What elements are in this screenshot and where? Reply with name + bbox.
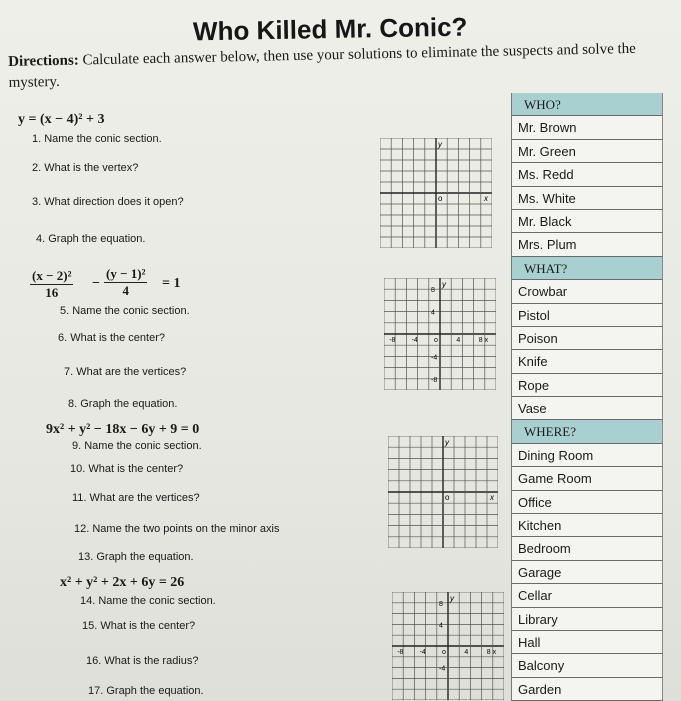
where-item: Hall <box>512 631 663 654</box>
who-item: Mr. Brown <box>512 116 663 139</box>
x-tick-label: 4 <box>456 337 461 344</box>
y-tick-label: -4 <box>431 354 438 362</box>
question-15: 15. What is the center? <box>82 620 196 632</box>
graph-grid-1[interactable] <box>380 138 492 248</box>
where-item: Garage <box>512 561 663 584</box>
where-item: Library <box>512 608 663 631</box>
directions <box>8 38 669 94</box>
question-17: 17. Graph the equation. <box>88 685 204 697</box>
x-tick-label: 4 <box>464 649 469 656</box>
x-tick-label: -4 <box>419 649 426 656</box>
graph-grid-4[interactable] <box>392 592 504 700</box>
equation-2-num-2: (y − 1)² <box>106 266 146 281</box>
x-tick-label: 8 x <box>478 337 489 344</box>
equation-2-term-1 <box>30 268 73 301</box>
where-item: Balcony <box>512 654 663 677</box>
where-item: Bedroom <box>512 537 663 560</box>
y-tick-label: 4 <box>439 622 443 630</box>
equation-1: y = (x − 4)² + 3 <box>18 112 105 127</box>
who-item: Ms. White <box>512 187 663 210</box>
who-item: Ms. Redd <box>512 163 663 186</box>
directions-text: Calculate each answer below, then use your solutions to eliminate the suspects and solve the mystery. <box>8 40 637 91</box>
question-16: 16. What is the radius? <box>86 655 199 667</box>
what-item: Knife <box>512 350 663 373</box>
question-1: 1. Name the conic section. <box>32 133 162 145</box>
where-item: Office <box>512 491 663 514</box>
y-axis-label: y <box>438 140 442 149</box>
y-axis-label: y <box>445 438 449 447</box>
origin-label: o <box>438 194 443 203</box>
where-item: Cellar <box>512 584 663 607</box>
who-item: Mr. Black <box>512 210 663 233</box>
question-6: 6. What is the center? <box>58 332 165 344</box>
y-axis-label: y <box>442 280 446 289</box>
directions-label: Directions: <box>8 52 79 70</box>
who-item: Mr. Green <box>512 140 663 163</box>
where-item: Game Room <box>512 467 663 490</box>
x-tick-label: -8 <box>389 337 396 344</box>
question-13: 13. Graph the equation. <box>78 551 194 563</box>
y-axis-label: y <box>450 594 454 603</box>
who-header: WHO? <box>512 93 663 116</box>
question-2: 2. What is the vertex? <box>32 162 139 174</box>
x-axis-label: x <box>490 493 494 502</box>
x-tick-label: -4 <box>411 337 418 344</box>
question-3: 3. What direction does it open? <box>32 196 184 208</box>
where-header: WHERE? <box>512 420 663 443</box>
y-tick-label: -4 <box>439 665 446 673</box>
question-14: 14. Name the conic section. <box>80 595 216 607</box>
question-4: 4. Graph the equation. <box>36 233 146 245</box>
where-item: Kitchen <box>512 514 663 537</box>
page-title: Who Killed Mr. Conic? <box>192 11 468 47</box>
question-10: 10. What is the center? <box>70 463 184 475</box>
x-axis-label: x <box>484 194 488 203</box>
y-tick-label: 4 <box>431 309 435 317</box>
graph-grid-3[interactable] <box>388 436 498 548</box>
equation-2-den-2: 4 <box>122 283 129 298</box>
question-7: 7. What are the vertices? <box>64 366 187 378</box>
question-8: 8. Graph the equation. <box>68 398 178 410</box>
y-tick-label: 8 <box>439 600 443 608</box>
x-tick-label: 8 x <box>486 649 497 656</box>
equation-2-rhs: = 1 <box>162 276 181 291</box>
where-item: Dining Room <box>512 444 663 467</box>
equation-3: 9x² + y² − 18x − 6y + 9 = 0 <box>46 422 200 437</box>
equation-2-num-1: (x − 2)² <box>32 268 72 283</box>
question-9: 9. Name the conic section. <box>72 440 202 452</box>
what-item: Vase <box>512 397 663 420</box>
question-5: 5. Name the conic section. <box>60 305 190 317</box>
question-12: 12. Name the two points on the minor axis <box>74 523 280 535</box>
what-item: Pistol <box>512 304 663 327</box>
x-tick-label: o <box>442 649 446 656</box>
origin-label: o <box>445 493 450 502</box>
who-item: Mrs. Plum <box>512 233 663 256</box>
graph-grid-2[interactable] <box>384 278 496 390</box>
suspects-table <box>511 93 663 701</box>
y-tick-label: -8 <box>431 376 438 384</box>
x-tick-label: o <box>434 337 438 344</box>
equation-2-minus: − <box>92 276 100 291</box>
y-tick-label: 8 <box>431 287 435 295</box>
what-item: Rope <box>512 374 663 397</box>
where-item: Garden <box>512 678 663 701</box>
what-item: Crowbar <box>512 280 663 303</box>
equation-2-term-2 <box>104 266 147 299</box>
equation-2-den-1: 16 <box>45 285 59 300</box>
what-header: WHAT? <box>512 257 663 280</box>
x-tick-label: -8 <box>397 649 404 656</box>
equation-4: x² + y² + 2x + 6y = 26 <box>60 575 185 590</box>
what-item: Poison <box>512 327 663 350</box>
question-11: 11. What are the vertices? <box>72 492 200 504</box>
